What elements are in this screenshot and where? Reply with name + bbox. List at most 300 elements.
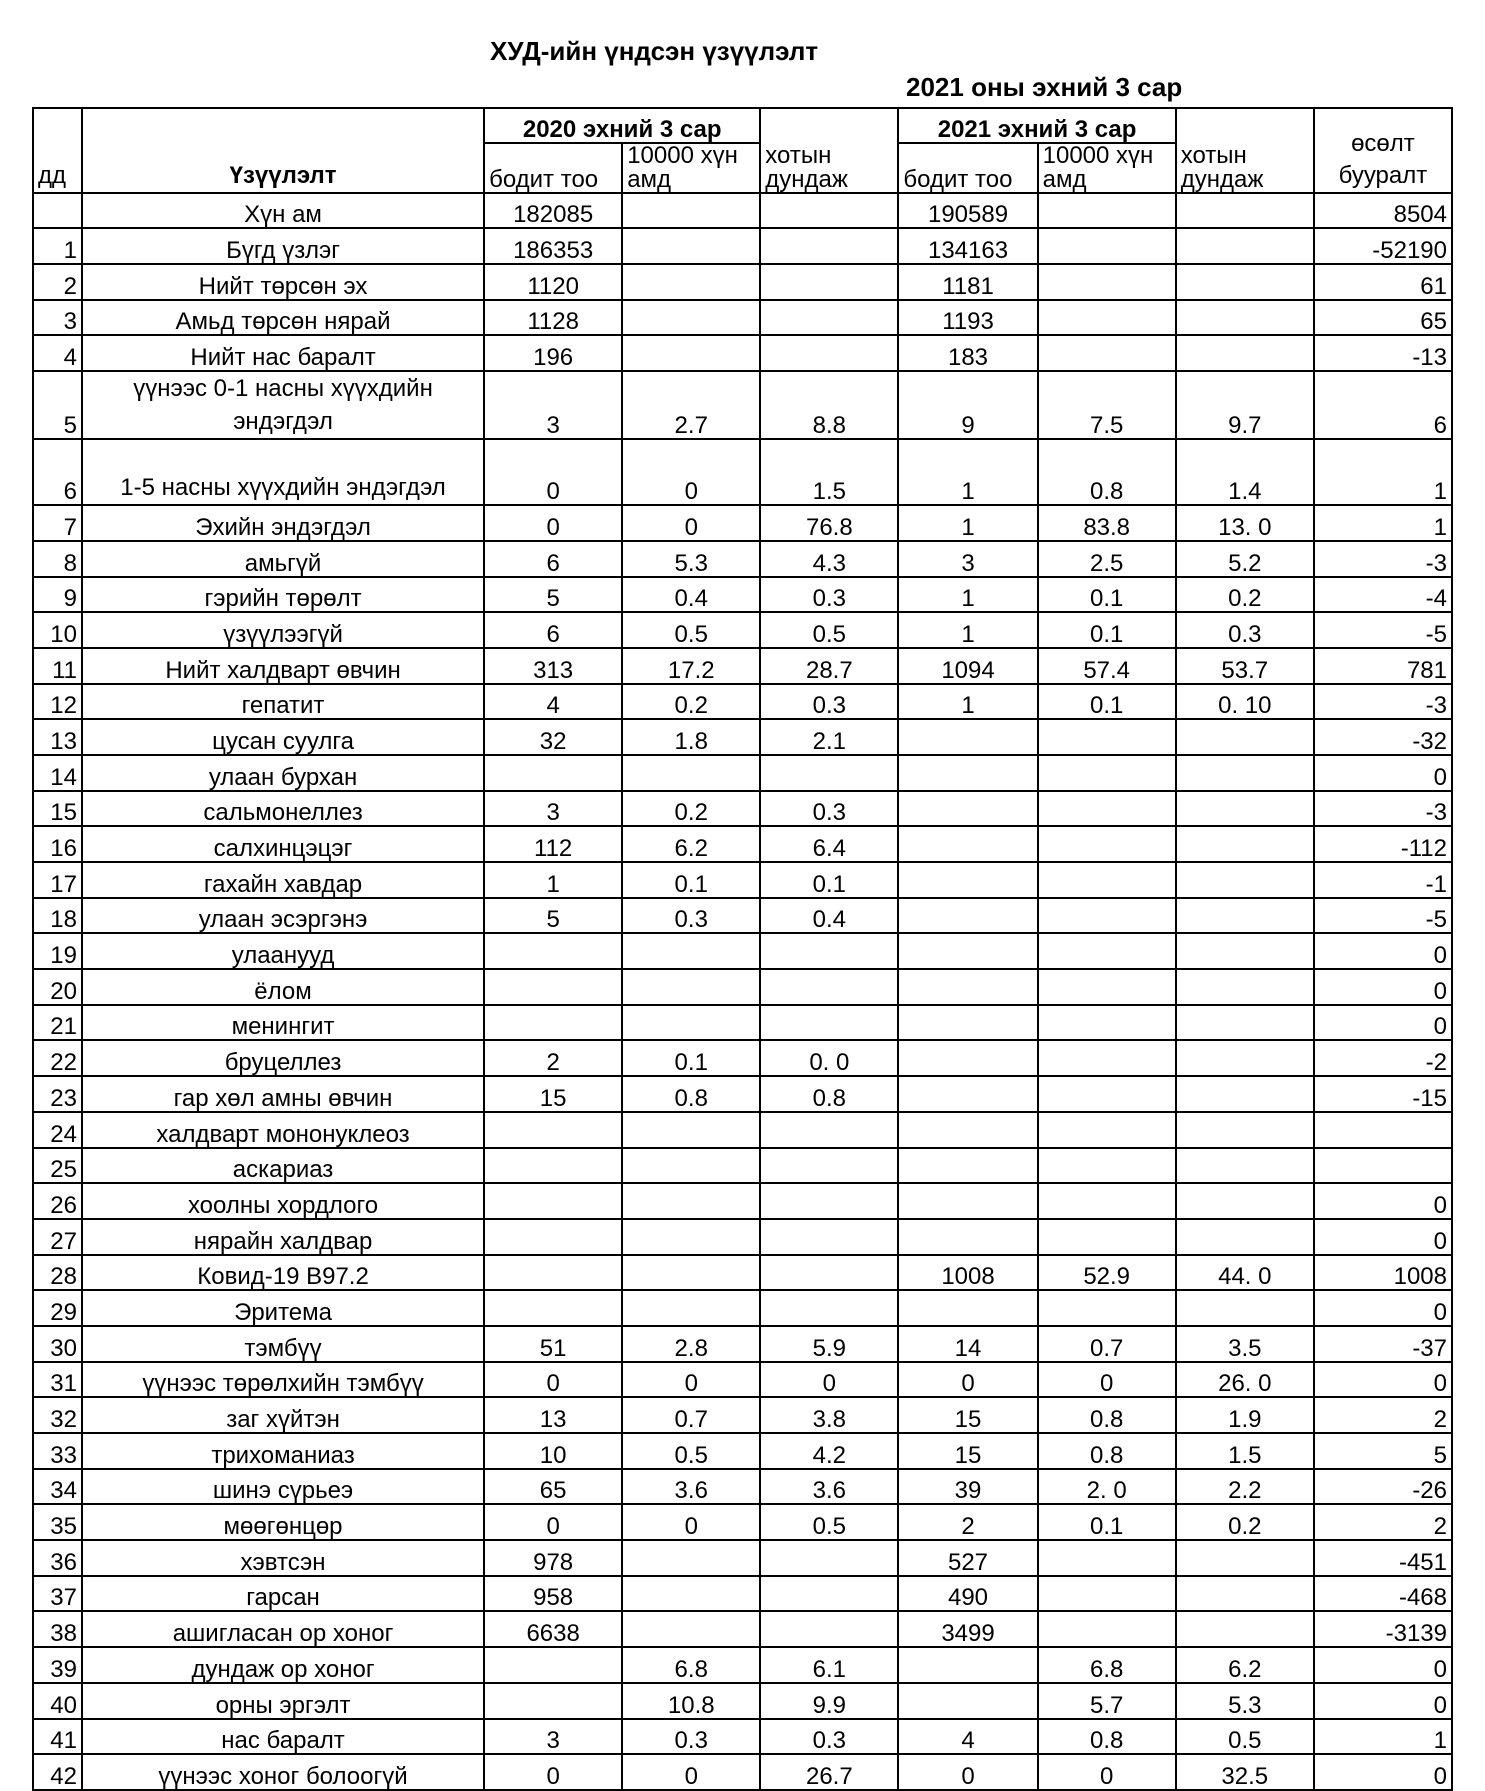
cell-per10000-2021: 0.8 <box>1038 1719 1176 1755</box>
cell-per10000-2021 <box>1038 228 1176 264</box>
cell-per10000-2020: 0 <box>622 439 760 505</box>
row-indicator: Нийт халдварт өвчин <box>82 648 484 684</box>
cell-change: -2 <box>1314 1040 1452 1076</box>
cell-actual-2020: 15 <box>484 1076 622 1112</box>
cell-city-2020: 0.5 <box>760 1504 898 1540</box>
cell-actual-2020: 6 <box>484 612 622 648</box>
row-indicator: ёлом <box>82 969 484 1005</box>
row-number: 9 <box>33 577 82 613</box>
cell-change: 0 <box>1314 1647 1452 1683</box>
cell-per10000-2020: 0 <box>622 505 760 541</box>
header-change-line2: бууралт <box>1338 161 1428 189</box>
cell-city-2020: 0. 0 <box>760 1040 898 1076</box>
cell-city-2021: 3.5 <box>1176 1326 1314 1362</box>
cell-city-2020 <box>760 300 898 336</box>
cell-actual-2020: 313 <box>484 648 622 684</box>
cell-per10000-2021 <box>1038 969 1176 1005</box>
row-number: 8 <box>33 541 82 577</box>
cell-actual-2021: 1193 <box>898 300 1037 336</box>
table-row <box>33 969 1452 1005</box>
cell-actual-2021: 9 <box>898 371 1037 439</box>
cell-per10000-2021: 83.8 <box>1038 505 1176 541</box>
cell-city-2020 <box>760 1576 898 1612</box>
header-per10000-line2: амд <box>627 165 672 193</box>
row-number: 23 <box>33 1076 82 1112</box>
cell-actual-2020: 5 <box>484 898 622 934</box>
cell-actual-2021 <box>898 1005 1037 1041</box>
cell-per10000-2020: 1.8 <box>622 719 760 755</box>
cell-per10000-2021 <box>1038 791 1176 827</box>
table-row <box>33 1397 1452 1433</box>
cell-change: 1 <box>1314 439 1452 505</box>
cell-city-2020: 4.2 <box>760 1433 898 1469</box>
row-number: 4 <box>33 335 82 371</box>
cell-per10000-2020: 10.8 <box>622 1683 760 1719</box>
cell-actual-2021: 1 <box>898 684 1037 720</box>
cell-per10000-2020: 3.6 <box>622 1469 760 1505</box>
cell-actual-2020 <box>484 1255 622 1291</box>
cell-per10000-2020 <box>622 1183 760 1219</box>
row-indicator: тэмбүү <box>82 1326 484 1362</box>
cell-change: -3 <box>1314 684 1452 720</box>
cell-actual-2021: 134163 <box>898 228 1037 264</box>
cell-actual-2021 <box>898 791 1037 827</box>
cell-per10000-2020 <box>622 969 760 1005</box>
row-number: 36 <box>33 1540 82 1576</box>
cell-city-2020 <box>760 193 898 229</box>
header-per10000-line2: амд <box>1042 165 1087 193</box>
cell-change: -468 <box>1314 1576 1452 1612</box>
cell-city-2021 <box>1176 1540 1314 1576</box>
cell-change: 0 <box>1314 1683 1452 1719</box>
cell-per10000-2021: 0.1 <box>1038 577 1176 613</box>
cell-per10000-2020: 17.2 <box>622 648 760 684</box>
row-number: 6 <box>33 439 82 505</box>
cell-per10000-2020 <box>622 335 760 371</box>
cell-city-2020: 26.7 <box>760 1754 898 1790</box>
cell-per10000-2021 <box>1038 755 1176 791</box>
cell-actual-2020 <box>484 1183 622 1219</box>
cell-per10000-2020: 5.3 <box>622 541 760 577</box>
row-number: 41 <box>33 1719 82 1755</box>
header-actual-2021: бодит тоо <box>898 143 1037 193</box>
table-row <box>33 1719 1452 1755</box>
cell-city-2021: 0.2 <box>1176 577 1314 613</box>
table-row <box>33 1290 1452 1326</box>
cell-actual-2021 <box>898 1112 1037 1148</box>
cell-actual-2021 <box>898 1290 1037 1326</box>
row-indicator: Эритема <box>82 1290 484 1326</box>
table-row <box>33 933 1452 969</box>
cell-actual-2020: 3 <box>484 371 622 439</box>
cell-city-2020 <box>760 969 898 1005</box>
cell-city-2021 <box>1176 335 1314 371</box>
cell-actual-2021 <box>898 1040 1037 1076</box>
row-number: 13 <box>33 719 82 755</box>
cell-city-2020 <box>760 264 898 300</box>
cell-city-2021: 26. 0 <box>1176 1362 1314 1398</box>
row-number: 30 <box>33 1326 82 1362</box>
row-number <box>33 193 82 229</box>
cell-actual-2021 <box>898 1183 1037 1219</box>
cell-per10000-2021 <box>1038 335 1176 371</box>
cell-actual-2020 <box>484 1290 622 1326</box>
row-indicator: Эхийн эндэгдэл <box>82 505 484 541</box>
cell-city-2020: 6.1 <box>760 1647 898 1683</box>
cell-change: -15 <box>1314 1076 1452 1112</box>
cell-city-2021 <box>1176 898 1314 934</box>
row-indicator: үүнээс 0-1 насны хүүхдийн эндэгдэл <box>82 371 484 439</box>
cell-change: 0 <box>1314 1219 1452 1255</box>
cell-actual-2021: 4 <box>898 1719 1037 1755</box>
row-number: 21 <box>33 1005 82 1041</box>
cell-per10000-2020 <box>622 1148 760 1184</box>
cell-actual-2021: 1008 <box>898 1255 1037 1291</box>
cell-actual-2021: 527 <box>898 1540 1037 1576</box>
cell-per10000-2020 <box>622 193 760 229</box>
cell-city-2020 <box>760 1290 898 1326</box>
row-number: 3 <box>33 300 82 336</box>
cell-per10000-2020 <box>622 1112 760 1148</box>
row-number: 42 <box>33 1754 82 1790</box>
cell-per10000-2020: 2.8 <box>622 1326 760 1362</box>
cell-actual-2021 <box>898 1219 1037 1255</box>
table-row <box>33 1326 1452 1362</box>
cell-actual-2020: 0 <box>484 1754 622 1790</box>
row-indicator: 1-5 насны хүүхдийн эндэгдэл <box>82 439 484 505</box>
table-row <box>33 335 1452 371</box>
cell-change: 0 <box>1314 969 1452 1005</box>
cell-change: 1 <box>1314 505 1452 541</box>
table-row <box>33 1005 1452 1041</box>
table-row <box>33 1040 1452 1076</box>
table-row <box>33 1255 1452 1291</box>
cell-city-2021: 0.5 <box>1176 1719 1314 1755</box>
table-row <box>33 1183 1452 1219</box>
cell-change: 5 <box>1314 1433 1452 1469</box>
cell-change: 61 <box>1314 264 1452 300</box>
cell-change: 1008 <box>1314 1255 1452 1291</box>
cell-change: -3 <box>1314 791 1452 827</box>
cell-per10000-2021 <box>1038 1611 1176 1647</box>
row-number: 10 <box>33 612 82 648</box>
row-number: 18 <box>33 898 82 934</box>
cell-city-2020 <box>760 1255 898 1291</box>
table-row <box>33 684 1452 720</box>
row-indicator: хоолны хордлого <box>82 1183 484 1219</box>
cell-actual-2021 <box>898 969 1037 1005</box>
table-row <box>33 1219 1452 1255</box>
row-number: 12 <box>33 684 82 720</box>
cell-per10000-2021: 0 <box>1038 1362 1176 1398</box>
row-number: 35 <box>33 1504 82 1540</box>
cell-actual-2020: 196 <box>484 335 622 371</box>
table-row <box>33 1112 1452 1148</box>
row-indicator: улаан эсэргэнэ <box>82 898 484 934</box>
cell-per10000-2020: 0 <box>622 1504 760 1540</box>
header-actual-2020: бодит тоо <box>484 143 622 193</box>
cell-city-2021 <box>1176 969 1314 1005</box>
row-number: 29 <box>33 1290 82 1326</box>
cell-actual-2021: 15 <box>898 1433 1037 1469</box>
cell-city-2021: 32.5 <box>1176 1754 1314 1790</box>
cell-actual-2021: 1094 <box>898 648 1037 684</box>
header-per10000-line1: 10000 хүн <box>627 142 738 169</box>
table-row <box>33 1433 1452 1469</box>
cell-actual-2020 <box>484 1005 622 1041</box>
cell-city-2021: 53.7 <box>1176 648 1314 684</box>
cell-actual-2021: 1 <box>898 577 1037 613</box>
row-number: 15 <box>33 791 82 827</box>
cell-city-2021 <box>1176 791 1314 827</box>
cell-city-2021: 13. 0 <box>1176 505 1314 541</box>
cell-per10000-2020: 0.5 <box>622 612 760 648</box>
cell-change <box>1314 1112 1452 1148</box>
cell-change: 0 <box>1314 1005 1452 1041</box>
cell-per10000-2021: 0.7 <box>1038 1326 1176 1362</box>
cell-actual-2021: 2 <box>898 1504 1037 1540</box>
cell-actual-2020: 0 <box>484 505 622 541</box>
row-indicator: гепатит <box>82 684 484 720</box>
table-row <box>33 1754 1452 1790</box>
header-per10000-2021 <box>1038 143 1176 193</box>
cell-per10000-2021: 0.1 <box>1038 612 1176 648</box>
cell-per10000-2021: 2.5 <box>1038 541 1176 577</box>
cell-per10000-2020: 0 <box>622 1754 760 1790</box>
header-change <box>1314 108 1452 193</box>
cell-change: -3 <box>1314 541 1452 577</box>
row-number: 20 <box>33 969 82 1005</box>
cell-actual-2020: 1 <box>484 862 622 898</box>
cell-city-2021 <box>1176 1076 1314 1112</box>
cell-actual-2020: 182085 <box>484 193 622 229</box>
cell-actual-2021 <box>898 719 1037 755</box>
cell-city-2020: 2.1 <box>760 719 898 755</box>
table-row <box>33 439 1452 505</box>
table-row <box>33 898 1452 934</box>
cell-per10000-2020 <box>622 300 760 336</box>
cell-actual-2021 <box>898 933 1037 969</box>
cell-actual-2020: 1128 <box>484 300 622 336</box>
cell-city-2020: 0.8 <box>760 1076 898 1112</box>
cell-city-2020 <box>760 1219 898 1255</box>
cell-actual-2020: 978 <box>484 1540 622 1576</box>
row-number: 27 <box>33 1219 82 1255</box>
cell-actual-2021: 3 <box>898 541 1037 577</box>
cell-city-2021: 0. 10 <box>1176 684 1314 720</box>
cell-change: 0 <box>1314 933 1452 969</box>
row-indicator: шинэ сүрьеэ <box>82 1469 484 1505</box>
row-indicator: Амьд төрсөн нярай <box>82 300 484 336</box>
cell-per10000-2021 <box>1038 719 1176 755</box>
cell-actual-2020 <box>484 1683 622 1719</box>
row-indicator: гарсан <box>82 1576 484 1612</box>
row-indicator: гар хөл амны өвчин <box>82 1076 484 1112</box>
cell-per10000-2020: 0 <box>622 1362 760 1398</box>
cell-per10000-2021 <box>1038 898 1176 934</box>
cell-per10000-2021 <box>1038 1148 1176 1184</box>
cell-actual-2020: 65 <box>484 1469 622 1505</box>
cell-city-2020 <box>760 228 898 264</box>
header-change-line1: өсөлт <box>1351 129 1415 157</box>
header-city-line2: дундаж <box>1180 165 1264 193</box>
cell-per10000-2020 <box>622 755 760 791</box>
cell-per10000-2021 <box>1038 300 1176 336</box>
cell-per10000-2021: 0.8 <box>1038 439 1176 505</box>
row-indicator: Ковид-19 B97.2 <box>82 1255 484 1291</box>
table-row <box>33 862 1452 898</box>
cell-actual-2021: 490 <box>898 1576 1037 1612</box>
row-indicator: улаанууд <box>82 933 484 969</box>
cell-change: 0 <box>1314 1183 1452 1219</box>
row-number: 7 <box>33 505 82 541</box>
cell-actual-2020: 186353 <box>484 228 622 264</box>
cell-city-2020: 0 <box>760 1362 898 1398</box>
cell-change: -32 <box>1314 719 1452 755</box>
cell-actual-2021: 1181 <box>898 264 1037 300</box>
table-row <box>33 371 1452 439</box>
cell-city-2021: 5.2 <box>1176 541 1314 577</box>
row-indicator: менингит <box>82 1005 484 1041</box>
row-number: 28 <box>33 1255 82 1291</box>
row-indicator: цусан суулга <box>82 719 484 755</box>
table-body <box>33 193 1452 1790</box>
cell-actual-2020 <box>484 1148 622 1184</box>
header-row-groups <box>33 108 1452 143</box>
row-indicator: нярайн халдвар <box>82 1219 484 1255</box>
row-indicator: гэрийн төрөлт <box>82 577 484 613</box>
row-indicator: Нийт төрсөн эх <box>82 264 484 300</box>
table-row <box>33 826 1452 862</box>
cell-actual-2021: 14 <box>898 1326 1037 1362</box>
cell-change: 0 <box>1314 1754 1452 1790</box>
cell-actual-2020: 51 <box>484 1326 622 1362</box>
table-row <box>33 755 1452 791</box>
table-row <box>33 300 1452 336</box>
cell-per10000-2020: 0.1 <box>622 862 760 898</box>
cell-actual-2020: 0 <box>484 1362 622 1398</box>
cell-per10000-2021 <box>1038 1076 1176 1112</box>
cell-city-2021 <box>1176 1148 1314 1184</box>
cell-per10000-2020: 0.1 <box>622 1040 760 1076</box>
cell-city-2020: 0.3 <box>760 1719 898 1755</box>
cell-per10000-2021 <box>1038 1290 1176 1326</box>
cell-city-2020: 4.3 <box>760 541 898 577</box>
row-number: 24 <box>33 1112 82 1148</box>
cell-city-2021 <box>1176 1112 1314 1148</box>
row-number: 40 <box>33 1683 82 1719</box>
cell-per10000-2021: 0.8 <box>1038 1397 1176 1433</box>
row-number: 33 <box>33 1433 82 1469</box>
table-row <box>33 1148 1452 1184</box>
cell-city-2020: 0.3 <box>760 684 898 720</box>
cell-per10000-2021: 2. 0 <box>1038 1469 1176 1505</box>
row-indicator: сальмонеллез <box>82 791 484 827</box>
row-number: 38 <box>33 1611 82 1647</box>
table-row <box>33 1469 1452 1505</box>
cell-actual-2021: 190589 <box>898 193 1037 229</box>
header-num: дд <box>33 108 82 193</box>
cell-city-2021: 9.7 <box>1176 371 1314 439</box>
cell-actual-2020: 112 <box>484 826 622 862</box>
cell-change: -1 <box>1314 862 1452 898</box>
header-group-2021: 2021 эхний 3 сар <box>898 108 1175 143</box>
cell-city-2021: 6.2 <box>1176 1647 1314 1683</box>
row-indicator: аскариаз <box>82 1148 484 1184</box>
cell-actual-2020: 3 <box>484 791 622 827</box>
table-row <box>33 264 1452 300</box>
cell-per10000-2020: 0.3 <box>622 1719 760 1755</box>
cell-change: -13 <box>1314 335 1452 371</box>
cell-actual-2021: 1 <box>898 439 1037 505</box>
row-number: 11 <box>33 648 82 684</box>
cell-city-2021 <box>1176 933 1314 969</box>
cell-change: -26 <box>1314 1469 1452 1505</box>
cell-city-2020 <box>760 1112 898 1148</box>
cell-city-2020 <box>760 335 898 371</box>
table-row <box>33 1576 1452 1612</box>
cell-actual-2021: 0 <box>898 1362 1037 1398</box>
cell-actual-2020: 13 <box>484 1397 622 1433</box>
cell-city-2021 <box>1176 264 1314 300</box>
cell-change: 8504 <box>1314 193 1452 229</box>
table-row <box>33 193 1452 229</box>
row-indicator: хэвтсэн <box>82 1540 484 1576</box>
table-row <box>33 1647 1452 1683</box>
header-group-2020: 2020 эхний 3 сар <box>484 108 760 143</box>
cell-per10000-2021 <box>1038 264 1176 300</box>
cell-per10000-2020 <box>622 1005 760 1041</box>
cell-change: -37 <box>1314 1326 1452 1362</box>
cell-city-2020 <box>760 1148 898 1184</box>
row-indicator: бруцеллез <box>82 1040 484 1076</box>
cell-change: -4 <box>1314 577 1452 613</box>
cell-per10000-2021: 52.9 <box>1038 1255 1176 1291</box>
cell-city-2020: 0.5 <box>760 612 898 648</box>
row-indicator: нас баралт <box>82 1719 484 1755</box>
table-row <box>33 648 1452 684</box>
row-number: 26 <box>33 1183 82 1219</box>
cell-actual-2020: 6638 <box>484 1611 622 1647</box>
cell-per10000-2021 <box>1038 1576 1176 1612</box>
cell-actual-2021: 1 <box>898 612 1037 648</box>
cell-city-2020: 3.8 <box>760 1397 898 1433</box>
table-row <box>33 1076 1452 1112</box>
header-per10000-2020 <box>622 143 760 193</box>
cell-actual-2020: 3 <box>484 1719 622 1755</box>
cell-actual-2021 <box>898 1076 1037 1112</box>
cell-actual-2020 <box>484 755 622 791</box>
table-row <box>33 228 1452 264</box>
cell-change <box>1314 1148 1452 1184</box>
cell-per10000-2020: 0.8 <box>622 1076 760 1112</box>
table-row <box>33 1683 1452 1719</box>
cell-actual-2020: 1120 <box>484 264 622 300</box>
row-number: 16 <box>33 826 82 862</box>
row-indicator: үзүүлээгүй <box>82 612 484 648</box>
cell-per10000-2020: 0.3 <box>622 898 760 934</box>
row-indicator: Бүгд үзлэг <box>82 228 484 264</box>
row-indicator: салхинцэцэг <box>82 826 484 862</box>
row-number: 14 <box>33 755 82 791</box>
cell-city-2021 <box>1176 300 1314 336</box>
cell-actual-2020: 0 <box>484 439 622 505</box>
cell-per10000-2021: 0.1 <box>1038 1504 1176 1540</box>
row-indicator: дундаж ор хоног <box>82 1647 484 1683</box>
cell-city-2021 <box>1176 1183 1314 1219</box>
cell-actual-2021 <box>898 1683 1037 1719</box>
cell-city-2021 <box>1176 1005 1314 1041</box>
